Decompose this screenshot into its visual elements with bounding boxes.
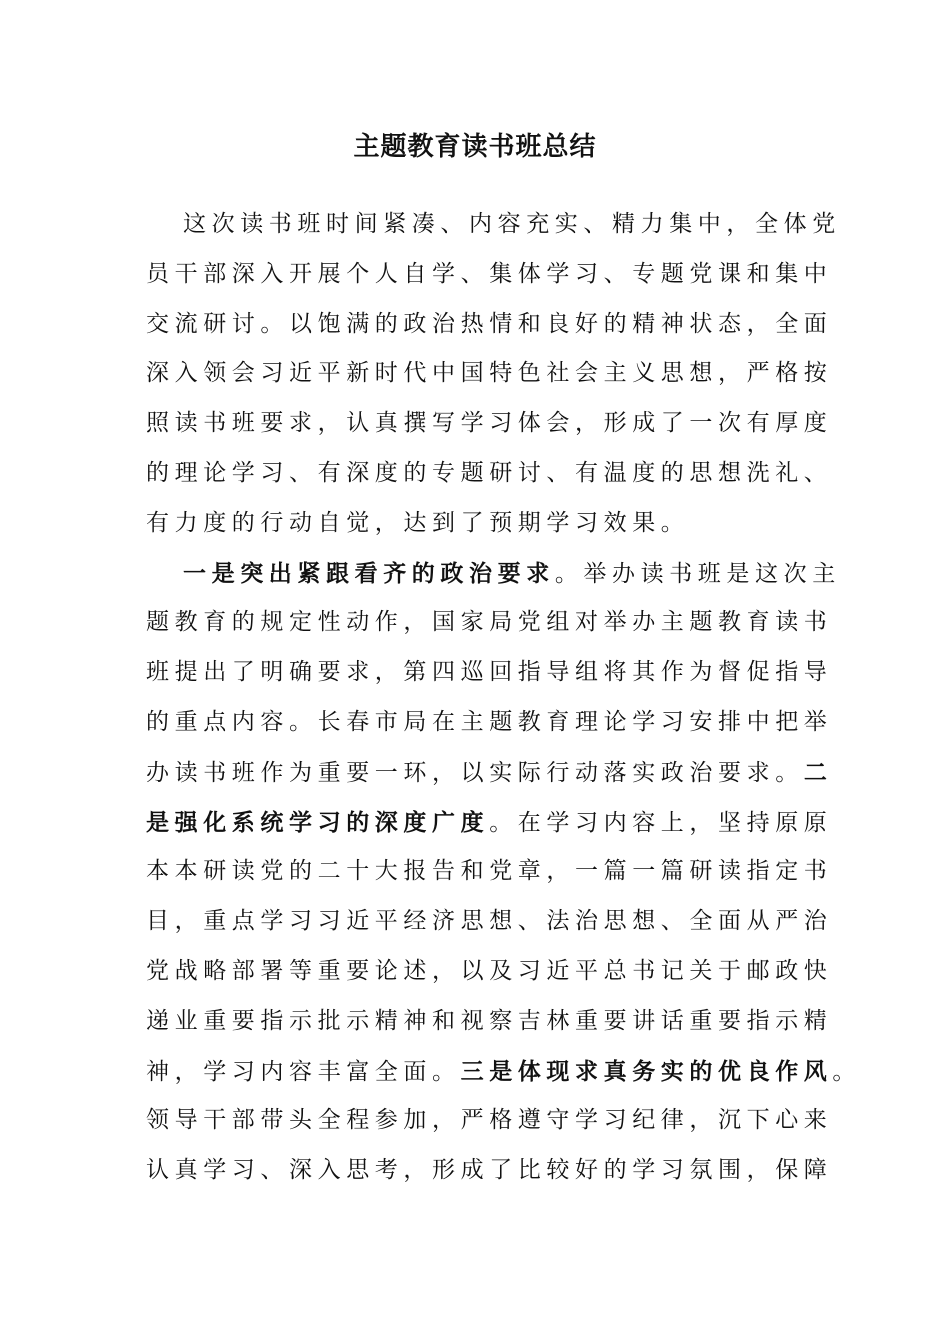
text-line <box>146 499 826 549</box>
text-run: 神，学习内容丰富全面。 <box>146 1058 461 1085</box>
text-run: 有力度的行动自觉，达到了预期学习效果。 <box>146 509 690 536</box>
text-line <box>146 399 833 449</box>
text-line <box>146 549 841 599</box>
text-line <box>146 748 833 798</box>
text-run: 班提出了明确要求，第四巡回指导组将其作为督促指导 <box>146 659 833 686</box>
text-run: 本本研读党的二十大报告和党章，一篇一篇研读指定书 <box>146 858 833 885</box>
text-line <box>146 847 833 897</box>
text-run: 办读书班作为重要一环，以实际行动落实政治要求。 <box>146 759 804 786</box>
text-line <box>146 349 833 399</box>
text-line <box>146 997 833 1047</box>
text-run: 。举办读书班是这次主 <box>554 560 841 587</box>
text-line <box>146 897 833 947</box>
text-run: 目，重点学习习近平经济思想、法治思想、全面从严治 <box>146 908 833 935</box>
text-line <box>146 648 833 698</box>
text-line <box>146 1096 833 1146</box>
text-line <box>146 200 841 250</box>
text-run: 领导干部带头全程参加，严格遵守学习纪律，沉下心来 <box>146 1107 833 1134</box>
text-line <box>146 250 833 300</box>
text-run: 。 <box>832 1058 862 1085</box>
text-run: 员干部深入开展个人自学、集体学习、专题党课和集中 <box>146 260 833 287</box>
bold-heading-run: 三是体现求真务实的优良作风 <box>460 1057 833 1085</box>
text-run: 党战略部署等重要论述，以及习近平总书记关于邮政快 <box>146 957 833 984</box>
text-run: 照读书班要求，认真撰写学习体会，形成了一次有厚度 <box>146 410 833 437</box>
text-run: 交流研讨。以饱满的政治热情和良好的精神状态，全面 <box>146 310 833 337</box>
text-run: 的理论学习、有深度的专题研讨、有温度的思想洗礼、 <box>146 459 833 486</box>
text-line <box>146 698 833 748</box>
text-line <box>146 598 833 648</box>
bold-heading-run: 一是突出紧跟看齐的政治要求 <box>183 559 555 587</box>
text-run: 的重点内容。长春市局在主题教育理论学习安排中把举 <box>146 708 833 735</box>
text-line <box>146 947 833 997</box>
document-title: 主题教育读书班总结 <box>353 132 597 162</box>
bold-heading-run: 是强化系统学习的深度广度 <box>146 808 490 836</box>
text-run: 认真学习、深入思考，形成了比较好的学习氛围，保障 <box>146 1157 833 1184</box>
text-run: 这次读书班时间紧凑、内容充实、精力集中，全体党 <box>183 211 841 237</box>
text-line <box>146 449 833 499</box>
text-run: 递业重要指示批示精神和视察吉林重要讲话重要指示精 <box>146 1007 833 1034</box>
text-line <box>146 300 833 350</box>
text-run: 题教育的规定性动作，国家局党组对举办主题教育读书 <box>146 609 833 636</box>
text-line <box>146 1047 862 1097</box>
text-run: 深入领会习近平新时代中国特色社会主义思想，严格按 <box>146 360 833 387</box>
bold-heading-run: 二 <box>803 758 833 786</box>
text-line <box>146 798 833 848</box>
text-line <box>146 1146 833 1196</box>
text-run: 。在学习内容上，坚持原原 <box>489 809 833 836</box>
document-body <box>146 200 862 1196</box>
